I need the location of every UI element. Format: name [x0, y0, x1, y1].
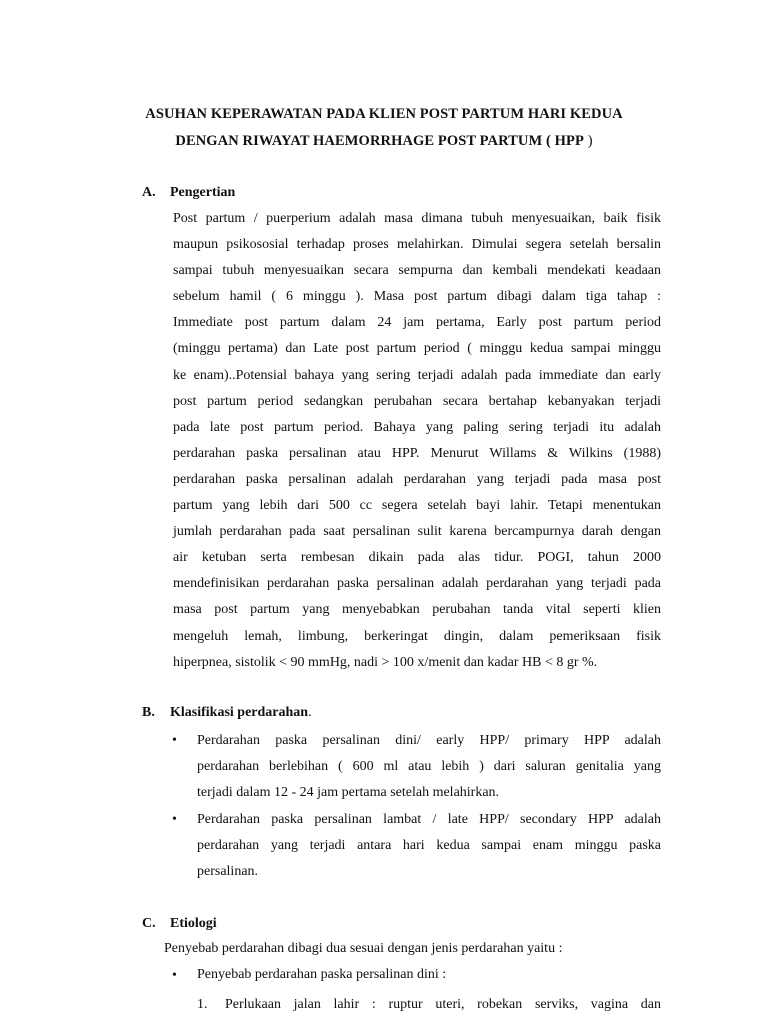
section-a-title: Pengertian: [170, 185, 236, 200]
bullet-line: Perdarahan paska persalinan dini/ early HPP/ primary HPP adalah: [197, 733, 661, 748]
bullet-marker: •: [172, 968, 177, 983]
paragraph-line: hiperpnea, sistolik < 90 mmHg, nadi > 100 x/menit dan kadar HB < 8 gr %.: [173, 654, 598, 670]
bullet-line: perdarahan yang terjadi antara hari kedua sampai enam minggu paska: [197, 838, 661, 854]
paragraph-line: maupun psikososial terhadap proses melahirkan. Dimulai segera setelah bersalin: [173, 237, 661, 253]
paragraph-line: Immediate post partum dalam 24 jam pertama, Early post partum period: [173, 315, 661, 331]
section-c-intro: Penyebab perdarahan dibagi dua sesuai dengan jenis perdarahan yaitu :: [164, 941, 563, 956]
bullet-marker: •: [172, 733, 177, 748]
paragraph-line: post partum period sedangkan perubahan secara bertahap kebanyakan terjadi: [173, 393, 661, 409]
bullet-item-late-hpp: [197, 807, 661, 886]
section-b-title: Klasifikasi perdarahan: [170, 705, 309, 720]
paragraph-line: masa post partum yang menyebabkan perubahan tanda vital seperti klien: [173, 602, 661, 618]
paragraph-line: pada late post partum period. Bahaya yang paling sering terjadi itu adalah: [173, 419, 661, 435]
numbered-item-text: [225, 997, 661, 1013]
section-b-title-tail: .: [308, 705, 312, 720]
paragraph-line: partum yang lebih dari 500 cc segera setelah bayi lahir. Tetapi menentukan: [173, 498, 661, 514]
paragraph-line: sampai tubuh menyesuaikan secara sempurna dan kembali mendekati keadaan: [173, 263, 661, 279]
bullet-line: persalinan.: [197, 864, 259, 880]
bullet-line: perdarahan berlebihan ( 600 ml atau lebih ) dari saluran genitalia yang: [197, 759, 661, 775]
title-line-2-tail: ): [583, 133, 593, 149]
paragraph-line: perdarahan paska persalinan adalah perdarahan yang terjadi pada masa post: [173, 471, 661, 487]
bullet-line: terjadi dalam 12 - 24 jam pertama setelah melahirkan.: [197, 785, 500, 801]
section-c-title: Etiologi: [170, 916, 217, 931]
bullet-line: Perdarahan paska persalinan lambat / late HPP/ secondary HPP adalah: [197, 812, 661, 827]
bullet-item-early-hpp: [197, 728, 661, 807]
section-a-paragraph: [173, 206, 661, 676]
paragraph-line: sebelum hamil ( 6 minggu ). Masa post partum dibagi dalam tiga tahap :: [173, 289, 661, 305]
paragraph-line: air ketuban serta rembesan dikain pada alas tidur. POGI, tahun 2000: [173, 550, 661, 566]
paragraph-line: mengeluh lemah, limbung, berkeringat dingin, dalam pemeriksaan fisik: [173, 628, 661, 644]
section-b-letter: B.: [142, 705, 155, 720]
section-c-heading: [142, 916, 217, 932]
section-c-letter: C.: [142, 916, 156, 931]
section-b-heading: [142, 705, 312, 721]
title-line-2-text: DENGAN RIWAYAT HAEMORRHAGE POST PARTUM ( HPP: [175, 133, 584, 149]
document-title-line-2: [0, 133, 768, 150]
paragraph-line: mendefinisikan perdarahan paska persalinan adalah perdarahan yang terjadi pada: [173, 576, 661, 592]
document-title-line-1: ASUHAN KEPERAWATAN PADA KLIEN POST PARTUM HARI KEDUA: [145, 106, 623, 122]
paragraph-line: perdarahan paska persalinan atau HPP. Menurut Willams & Wilkins (1988): [173, 445, 661, 461]
numbered-item-number: 1.: [197, 997, 208, 1012]
paragraph-line: jumlah perdarahan pada saat persalinan sulit karena bercampurnya darah dengan: [173, 524, 661, 540]
section-a-heading: [142, 185, 235, 201]
bullet-marker: •: [172, 812, 177, 827]
paragraph-line: Post partum / puerperium adalah masa dimana tubuh menyesuaikan, baik fisik: [173, 211, 661, 226]
section-c-bullet-text: Penyebab perdarahan paska persalinan dini :: [197, 967, 447, 982]
section-a-letter: A.: [142, 185, 156, 200]
paragraph-line: ke enam)..Potensial bahaya yang sering terjadi adalah pada immediate dan early: [173, 367, 661, 383]
paragraph-line: (minggu pertama) dan Late post partum period ( minggu kedua sampai minggu: [173, 341, 661, 357]
numbered-line: Perlukaan jalan lahir : ruptur uteri, robekan serviks, vagina dan: [225, 997, 661, 1012]
